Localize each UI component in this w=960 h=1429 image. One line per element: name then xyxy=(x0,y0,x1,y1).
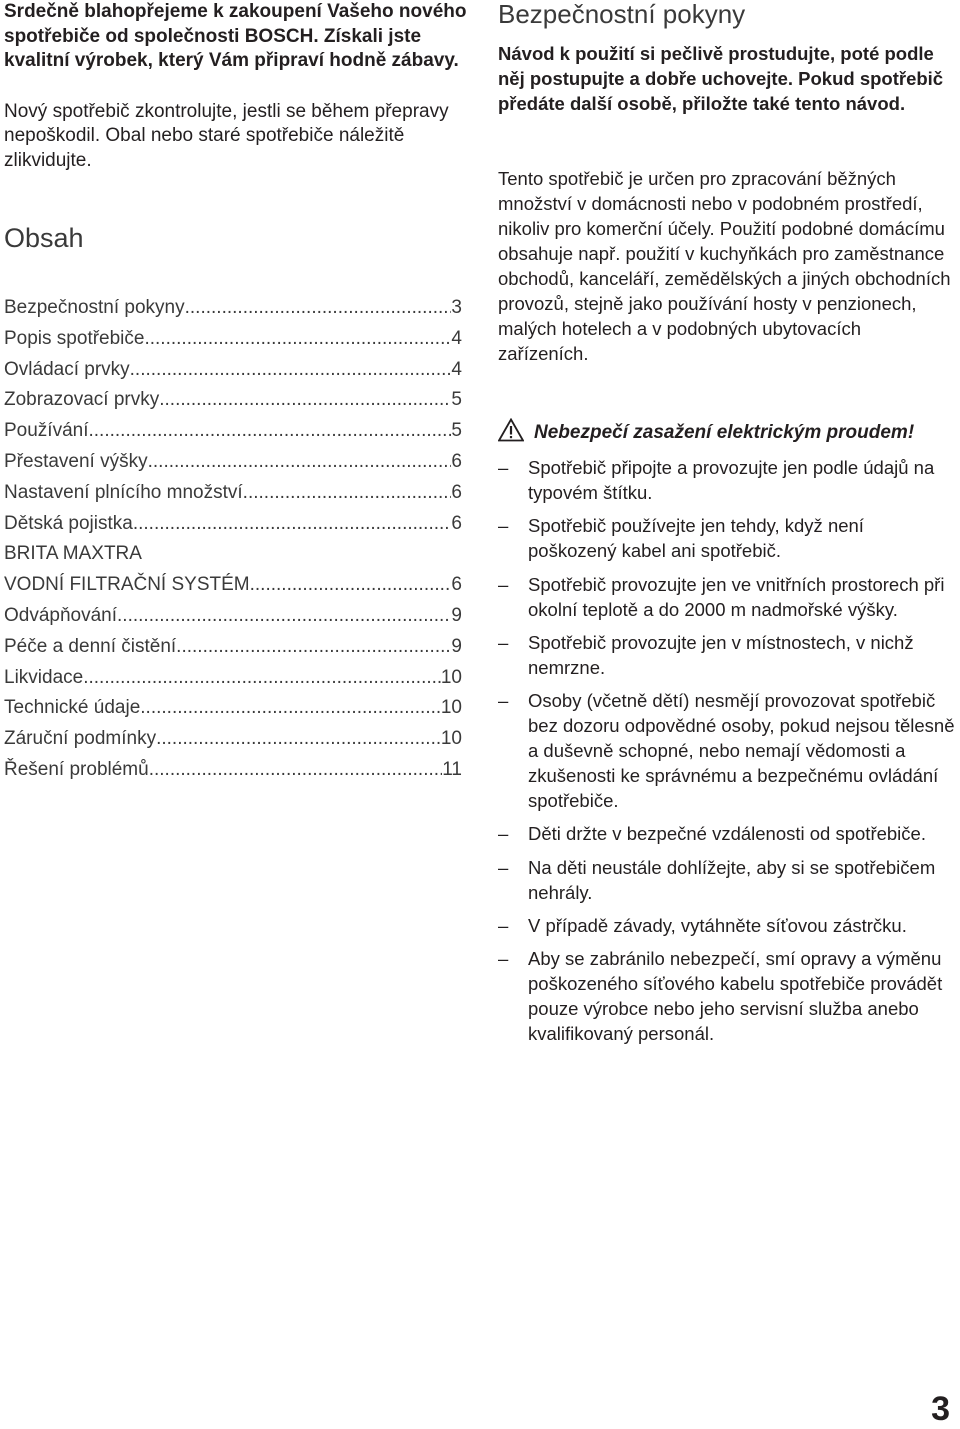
intro-check-notice: Nový spotřebič zkontrolujte, jestli se během přepravy nepoškodil. Obal nebo staré spotřebiče náležitě zlikvidujte. xyxy=(4,100,449,171)
toc-item[interactable] xyxy=(4,667,462,698)
toc-leader xyxy=(130,359,452,381)
toc-item-page: 4 xyxy=(451,327,462,349)
toc-item[interactable] xyxy=(4,420,462,451)
list-item xyxy=(498,913,956,938)
warning-triangle-icon xyxy=(498,418,534,447)
toc-item-page: 9 xyxy=(451,635,462,657)
toc-item-label: Dětská pojistka xyxy=(4,512,133,534)
list-item-text: Spotřebič provozujte jen v místnostech, v nichž nemrzne. xyxy=(528,631,914,678)
toc-item-label: Přestavení výšky xyxy=(4,450,148,472)
dash-bullet: – xyxy=(498,631,509,653)
dash-bullet: – xyxy=(498,948,509,970)
table-of-contents xyxy=(4,297,462,790)
toc-item-label: BRITA MAXTRA xyxy=(4,543,142,565)
list-item xyxy=(498,513,956,563)
list-item xyxy=(498,855,956,905)
list-item-text: Spotřebič provozujte jen ve vnitřních prostorech při okolní teplotě a do 2000 m nadmořské výšky. xyxy=(528,573,945,620)
toc-item-page: 10 xyxy=(440,666,462,688)
toc-item-page: 11 xyxy=(442,758,462,780)
warning-heading xyxy=(498,418,914,447)
toc-leader xyxy=(83,667,441,689)
toc-leader xyxy=(185,297,452,319)
toc-item-page: 5 xyxy=(451,420,462,442)
toc-item-label: Bezpečnostní pokyny xyxy=(4,297,185,318)
list-item-text: Děti držte v bezpečné vzdálenosti od spotřebiče. xyxy=(528,823,926,845)
toc-item[interactable] xyxy=(4,759,462,790)
toc-item-heading-line[interactable] xyxy=(4,543,462,574)
dash-bullet: – xyxy=(498,856,509,878)
dash-bullet: – xyxy=(498,690,509,712)
toc-item-label: Záruční podmínky xyxy=(4,728,157,750)
list-item xyxy=(498,946,956,1046)
list-item xyxy=(498,455,956,505)
toc-leader xyxy=(144,328,451,350)
toc-leader xyxy=(133,513,452,535)
section-title: Bezpečnostní pokyny xyxy=(498,0,746,29)
toc-item[interactable] xyxy=(4,728,462,759)
left-column xyxy=(4,0,474,253)
toc-item[interactable] xyxy=(4,697,462,728)
toc-item-page: 10 xyxy=(440,697,462,719)
toc-leader xyxy=(243,482,452,504)
toc-leader xyxy=(148,451,452,473)
toc-item[interactable] xyxy=(4,574,462,605)
list-item-text: Spotřebič používejte jen tehdy, když není poškozený kabel ani spotřebič. xyxy=(528,515,864,562)
toc-item-page: 6 xyxy=(451,574,462,596)
toc-leader xyxy=(89,420,452,442)
toc-item-label: Ovládací prvky xyxy=(4,358,130,380)
toc-item[interactable] xyxy=(4,482,462,513)
dash-bullet: – xyxy=(498,915,509,937)
toc-item-label: Řešení problémů xyxy=(4,758,149,780)
toc-item-label: Nastavení plnícího množství xyxy=(4,481,243,503)
list-item-text: Aby se zabránilo nebezpečí, smí opravy a výměnu poškozeného síťového kabelu spotřebiče provádět pouze výrobce nebo jeho servisní služba anebo kvalifikovaný personál. xyxy=(528,948,943,1045)
toc-item[interactable] xyxy=(4,389,462,420)
toc-leader xyxy=(250,574,452,596)
toc-item-page: 9 xyxy=(451,604,462,626)
toc-item-label: Péče a denní čistění xyxy=(4,635,177,657)
toc-item-label: Zobrazovací prvky xyxy=(4,389,160,411)
list-item xyxy=(498,630,956,680)
toc-item-page: 6 xyxy=(451,450,462,472)
list-item-text: Osoby (včetně dětí) nesmějí provozovat spotřebič bez dozoru odpovědné osoby, pokud nejsou tělesně a duševně schopné, nebo nemají vědomosti a zkušenosti ke správnému a bezpečnému ovládání spotřebiče. xyxy=(528,690,955,812)
toc-leader xyxy=(176,636,451,658)
toc-item[interactable] xyxy=(4,513,462,544)
page-number: 3 xyxy=(931,1390,950,1428)
dash-bullet: – xyxy=(498,823,509,845)
dash-bullet: – xyxy=(498,573,509,595)
toc-leader xyxy=(156,728,441,750)
warning-text: Nebezpečí zasažení elektrickým proudem! xyxy=(534,421,915,443)
list-item xyxy=(498,821,956,846)
toc-item-page: 5 xyxy=(451,389,462,411)
list-item xyxy=(498,572,956,622)
toc-title: Obsah xyxy=(4,223,84,253)
toc-item-label: Používání xyxy=(4,420,89,442)
toc-item-page: 6 xyxy=(451,512,462,534)
list-item-text: Na děti neustále dohlížejte, aby si se spotřebičem nehrály. xyxy=(528,856,936,903)
list-item xyxy=(498,688,956,813)
toc-item-page: 6 xyxy=(451,481,462,503)
toc-item-label: Technické údaje xyxy=(4,697,141,719)
toc-item-page: 10 xyxy=(440,728,462,750)
dash-bullet: – xyxy=(498,515,509,537)
toc-item-label: Popis spotřebiče xyxy=(4,327,145,349)
toc-item-label: VODNÍ FILTRAČNÍ SYSTÉM xyxy=(4,574,250,596)
toc-item[interactable] xyxy=(4,605,462,636)
toc-leader xyxy=(159,389,451,411)
safety-bullet-list xyxy=(498,455,956,1055)
toc-item[interactable] xyxy=(4,451,462,482)
toc-item-label: Odvápňování xyxy=(4,604,118,626)
toc-leader xyxy=(149,759,443,781)
toc-item[interactable] xyxy=(4,297,462,328)
safety-lead: Návod k použití si pečlivě prostudujte, poté podle něj postupujte a dobře uchovejte. Pokud spotřebič předáte další osobě, přiložte také tento návod. xyxy=(498,43,944,114)
toc-leader xyxy=(117,605,451,627)
toc-item-label: Likvidace xyxy=(4,666,84,688)
toc-item-page: 4 xyxy=(451,358,462,380)
toc-leader xyxy=(140,697,441,719)
toc-item[interactable] xyxy=(4,328,462,359)
dash-bullet: – xyxy=(498,457,509,478)
intro-congratulations: Srdečně blahopřejeme k zakoupení Vašeho nového spotřebiče od společnosti BOSCH. Získali jste kvalitní výrobek, který Vám připraví hodně zábavy. xyxy=(4,1,467,71)
toc-item[interactable] xyxy=(4,359,462,390)
list-item-text: Spotřebič připojte a provozujte jen podle údajů na typovém štítku. xyxy=(528,457,935,503)
safety-intended-use: Tento spotřebič je určen pro zpracování běžných množství v domácnosti nebo v podobném prostředí, nikoliv pro komerční účely. Použití podobné domácímu obsahuje např. použití v kuchyňkách pro zaměstnance obchodů, kanceláří, zemědělských a jiných obchodních provozů, stejně jako používání hosty v penzionech, malých hotelech a v podobných ubytovacích zařízeních. xyxy=(498,168,951,364)
toc-item[interactable] xyxy=(4,636,462,667)
toc-item-page: 3 xyxy=(451,297,462,318)
list-item-text: V případě závady, vytáhněte síťovou zástrčku. xyxy=(528,915,907,937)
